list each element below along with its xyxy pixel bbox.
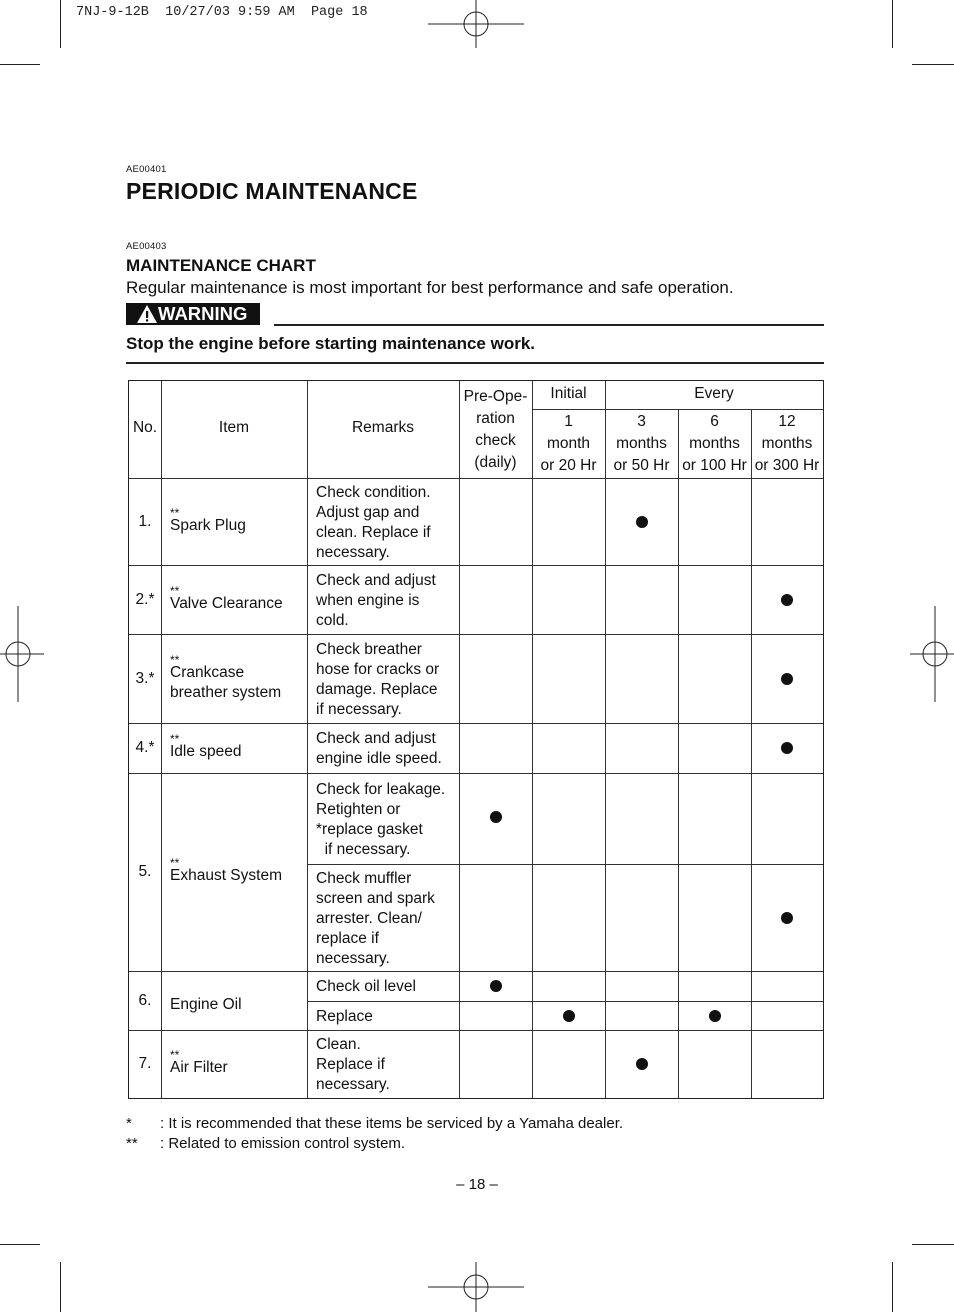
- row-remarks-line: Adjust gap and: [316, 503, 420, 521]
- page-number: – 18 –: [456, 1176, 498, 1193]
- table-grid-line: [161, 381, 162, 1098]
- row-remarks: [316, 635, 458, 724]
- check-dot: [490, 980, 502, 992]
- row-remarks-line: Check and adjust: [316, 730, 436, 747]
- header-pre-operation-line: check: [475, 432, 516, 449]
- warning-underline: [126, 362, 824, 364]
- subsection-code: AE00403: [126, 241, 167, 252]
- header-interval: [605, 411, 678, 477]
- header-interval-line: months: [616, 435, 667, 452]
- table-grid-line: [129, 478, 823, 479]
- row-item-line: [170, 583, 306, 614]
- row-item: [170, 727, 306, 777]
- check-dot: [709, 1010, 721, 1022]
- row-remarks-line: engine idle speed.: [316, 750, 442, 767]
- check-dot: [636, 516, 648, 528]
- row-remarks: [316, 566, 458, 635]
- row-remarks-line: if necessary.: [316, 700, 402, 718]
- check-dot: [781, 673, 793, 685]
- row-item: [170, 1034, 306, 1102]
- intro-text: Regular maintenance is most important for best performance and safe operation.: [126, 278, 734, 297]
- registration-mark-right-icon: [910, 606, 954, 702]
- header-interval: [532, 411, 605, 477]
- row-remarks-line: if necessary.: [316, 840, 411, 858]
- row-remarks-line: Check and adjust: [316, 571, 436, 589]
- header-interval: [751, 411, 823, 477]
- row-item-text: Idle speed: [170, 743, 242, 760]
- row-item-line: [170, 732, 306, 762]
- header-interval-line: or 100 Hr: [682, 457, 747, 474]
- row-remarks-line: screen and spark: [316, 889, 435, 907]
- row-remarks-line: Check muffler: [316, 869, 412, 887]
- page-title: PERIODIC MAINTENANCE: [126, 178, 418, 204]
- row-remarks-line: cold.: [316, 611, 349, 629]
- warning-rule: [274, 324, 824, 326]
- row-remarks: [316, 1002, 458, 1031]
- header-interval-line: or 50 Hr: [613, 457, 670, 474]
- table-grid-line: [129, 971, 823, 972]
- row-item-line: [170, 683, 306, 703]
- row-remarks: [316, 865, 458, 972]
- subsection-title: MAINTENANCE CHART: [126, 256, 316, 275]
- header-interval-line: month: [546, 435, 591, 452]
- row-number: 2.*: [135, 590, 155, 608]
- registration-mark-bottom-icon: [428, 1262, 524, 1312]
- row-remarks-line: Retighten or: [316, 800, 401, 818]
- row-remarks: [316, 479, 458, 566]
- row-remarks-line: hose for cracks or: [316, 660, 440, 678]
- emission-marker: **: [170, 583, 180, 598]
- row-item-text: Air Filter: [170, 1059, 228, 1076]
- row-item-text: Valve Clearance: [170, 594, 283, 612]
- header-item: Item: [218, 419, 250, 436]
- registration-mark-left-icon: [0, 606, 44, 702]
- header-interval-line: 12: [778, 413, 796, 430]
- row-remarks-line: arrester. Clean/: [316, 909, 422, 927]
- row-item-text: Engine Oil: [170, 995, 242, 1013]
- row-item: [170, 569, 306, 638]
- header-interval-line: months: [761, 435, 813, 452]
- row-remarks-line: when engine is: [316, 591, 420, 609]
- check-dot: [636, 1058, 648, 1070]
- emission-marker: **: [170, 732, 180, 746]
- row-number: 5.: [138, 863, 152, 880]
- header-interval-line: 3: [637, 413, 646, 430]
- row-remarks-line: Check for leakage.: [316, 780, 446, 798]
- maintenance-chart-table: [128, 380, 824, 1099]
- check-dot: [563, 1010, 575, 1022]
- row-number: 7.: [138, 1055, 152, 1072]
- row-remarks: [316, 724, 458, 774]
- row-item-line: [170, 652, 306, 683]
- row-remarks-line: Clean.: [316, 1036, 361, 1053]
- warning-text: Stop the engine before starting maintenance work.: [126, 334, 536, 353]
- row-item: [170, 482, 306, 569]
- row-item-text: Crankcase: [170, 663, 245, 681]
- header-no: No.: [132, 419, 158, 436]
- row-remarks-line: replace if: [316, 929, 379, 947]
- row-remarks-line: Check oil level: [316, 978, 416, 995]
- emission-marker: **: [170, 505, 180, 520]
- check-dot: [781, 594, 793, 606]
- row-remarks: [316, 1031, 458, 1099]
- header-interval-line: or 300 Hr: [754, 457, 820, 474]
- check-dot: [781, 912, 793, 924]
- row-item-line: [170, 995, 306, 1015]
- header-interval-line: 6: [710, 413, 719, 430]
- footnote-text-1: : It is recommended that these items be serviced by a Yamaha dealer.: [160, 1115, 624, 1132]
- row-remarks-line: clean. Replace if: [316, 523, 431, 541]
- table-grid-line: [751, 409, 752, 1098]
- check-dot: [781, 742, 793, 754]
- row-remarks-line: *replace gasket: [316, 820, 423, 838]
- emission-marker: **: [170, 856, 180, 870]
- row-remarks-line: damage. Replace: [316, 680, 438, 698]
- header-interval: [678, 411, 751, 477]
- table-grid-line: [532, 381, 533, 1098]
- table-grid-line: [129, 1030, 823, 1031]
- header-pre-operation-line: ration: [476, 410, 515, 427]
- row-item-text: Spark Plug: [170, 516, 246, 534]
- row-item-line: [170, 505, 306, 536]
- emission-marker: **: [170, 652, 180, 667]
- row-item-line: [170, 856, 306, 886]
- row-remarks-line: necessary.: [316, 543, 390, 561]
- table-grid-line: [459, 381, 460, 1098]
- header-interval-line: months: [689, 435, 740, 452]
- row-remarks-line: necessary.: [316, 1076, 390, 1093]
- row-number: 4.*: [135, 739, 155, 756]
- row-remarks-line: necessary.: [316, 949, 390, 967]
- row-item-line: [170, 1048, 306, 1078]
- row-remarks-line: Check breather: [316, 640, 422, 658]
- header-pre-operation-line: (daily): [474, 454, 517, 471]
- row-remarks-line: Replace: [316, 1007, 373, 1025]
- row-item: [170, 638, 306, 727]
- header-every: Every: [694, 385, 734, 402]
- table-grid-line: [605, 409, 606, 1098]
- header-pre-operation: [459, 386, 532, 474]
- row-item-text: Exhaust System: [170, 867, 282, 884]
- row-item-text: breather system: [170, 683, 282, 701]
- warning-label: WARNING: [158, 303, 248, 324]
- header-initial: Initial: [550, 385, 587, 402]
- footnote-mark-1: *: [126, 1115, 132, 1132]
- footnote-text-2: : Related to emission control system.: [160, 1135, 406, 1152]
- section-code: AE00401: [126, 164, 167, 175]
- printer-slug: 7NJ-9-12B 10/27/03 9:59 AM Page 18: [76, 5, 368, 20]
- table-grid-line: [307, 381, 308, 1098]
- row-number: 3.*: [135, 669, 155, 687]
- header-interval-line: 1: [564, 413, 573, 430]
- header-interval-line: or 20 Hr: [540, 457, 597, 474]
- row-number: 6.: [138, 991, 152, 1009]
- registration-mark-top-icon: [428, 0, 524, 48]
- row-item: [170, 777, 306, 975]
- footnote-mark-2: **: [126, 1135, 138, 1152]
- table-grid-line: [532, 409, 823, 410]
- row-remarks: [316, 972, 458, 1002]
- row-remarks-line: Check condition.: [316, 483, 431, 501]
- row-remarks: [316, 774, 458, 865]
- warning-badge: [126, 303, 260, 325]
- check-dot: [490, 811, 502, 823]
- row-number: 1.: [138, 512, 152, 530]
- table-grid-line: [678, 409, 679, 1098]
- header-pre-operation-line: Pre-Ope-: [463, 388, 528, 405]
- row-remarks-line: Replace if: [316, 1056, 385, 1073]
- header-remarks: Remarks: [351, 419, 414, 436]
- emission-marker: **: [170, 1048, 180, 1062]
- warning-triangle-icon: [136, 303, 158, 325]
- row-item: [170, 975, 306, 1034]
